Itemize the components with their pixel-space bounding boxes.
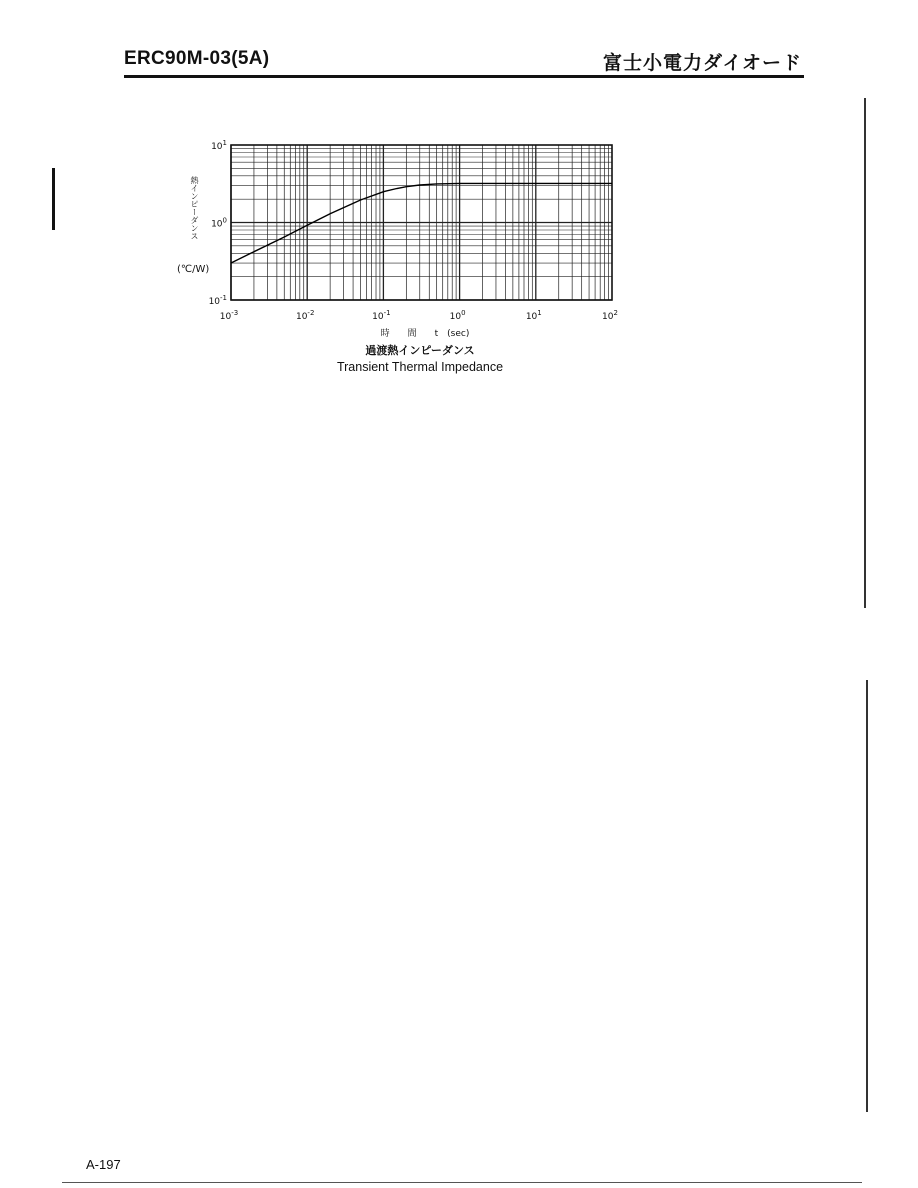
chart-series [231, 183, 612, 263]
y-axis-label: 熱インピーダンス [190, 176, 199, 240]
x-axis-label: 時 間 t (sec) [380, 329, 470, 339]
scan-margin-mark [52, 168, 55, 230]
y-tick-label: $10^{-1}$ [208, 294, 227, 307]
y-tick-label: $10^1$ [211, 139, 227, 152]
page-number: A-197 [86, 1157, 121, 1172]
y-tick-labels [209, 139, 227, 307]
x-tick-label: $10^0$ [449, 309, 466, 322]
scan-margin-mark [866, 680, 868, 1112]
thermal-impedance-chart [170, 130, 630, 330]
x-tick-label: $10^2$ [602, 309, 618, 322]
part-number: ERC90M-03(5A) [124, 48, 270, 69]
y-axis-unit: (℃/W) [177, 264, 210, 275]
footer-rule [62, 1182, 862, 1183]
x-tick-labels [220, 309, 618, 322]
series-line-1 [231, 183, 612, 263]
y-tick-label: $10^0$ [211, 216, 227, 230]
x-tick-label: $10^{-1}$ [372, 309, 391, 322]
chart-grid [231, 145, 612, 300]
x-tick-label: $10^1$ [525, 309, 542, 322]
x-tick-label: $10^{-3}$ [219, 309, 239, 322]
x-tick-label: $10^{-2}$ [295, 309, 315, 322]
series-title: 富士小電力ダイオード [602, 52, 802, 74]
scan-margin-mark [864, 98, 866, 608]
chart-subtitle: Transient Thermal Impedance [336, 360, 504, 374]
chart-title: 過渡熱インピーダンス [365, 344, 475, 357]
header-rule [124, 75, 804, 78]
